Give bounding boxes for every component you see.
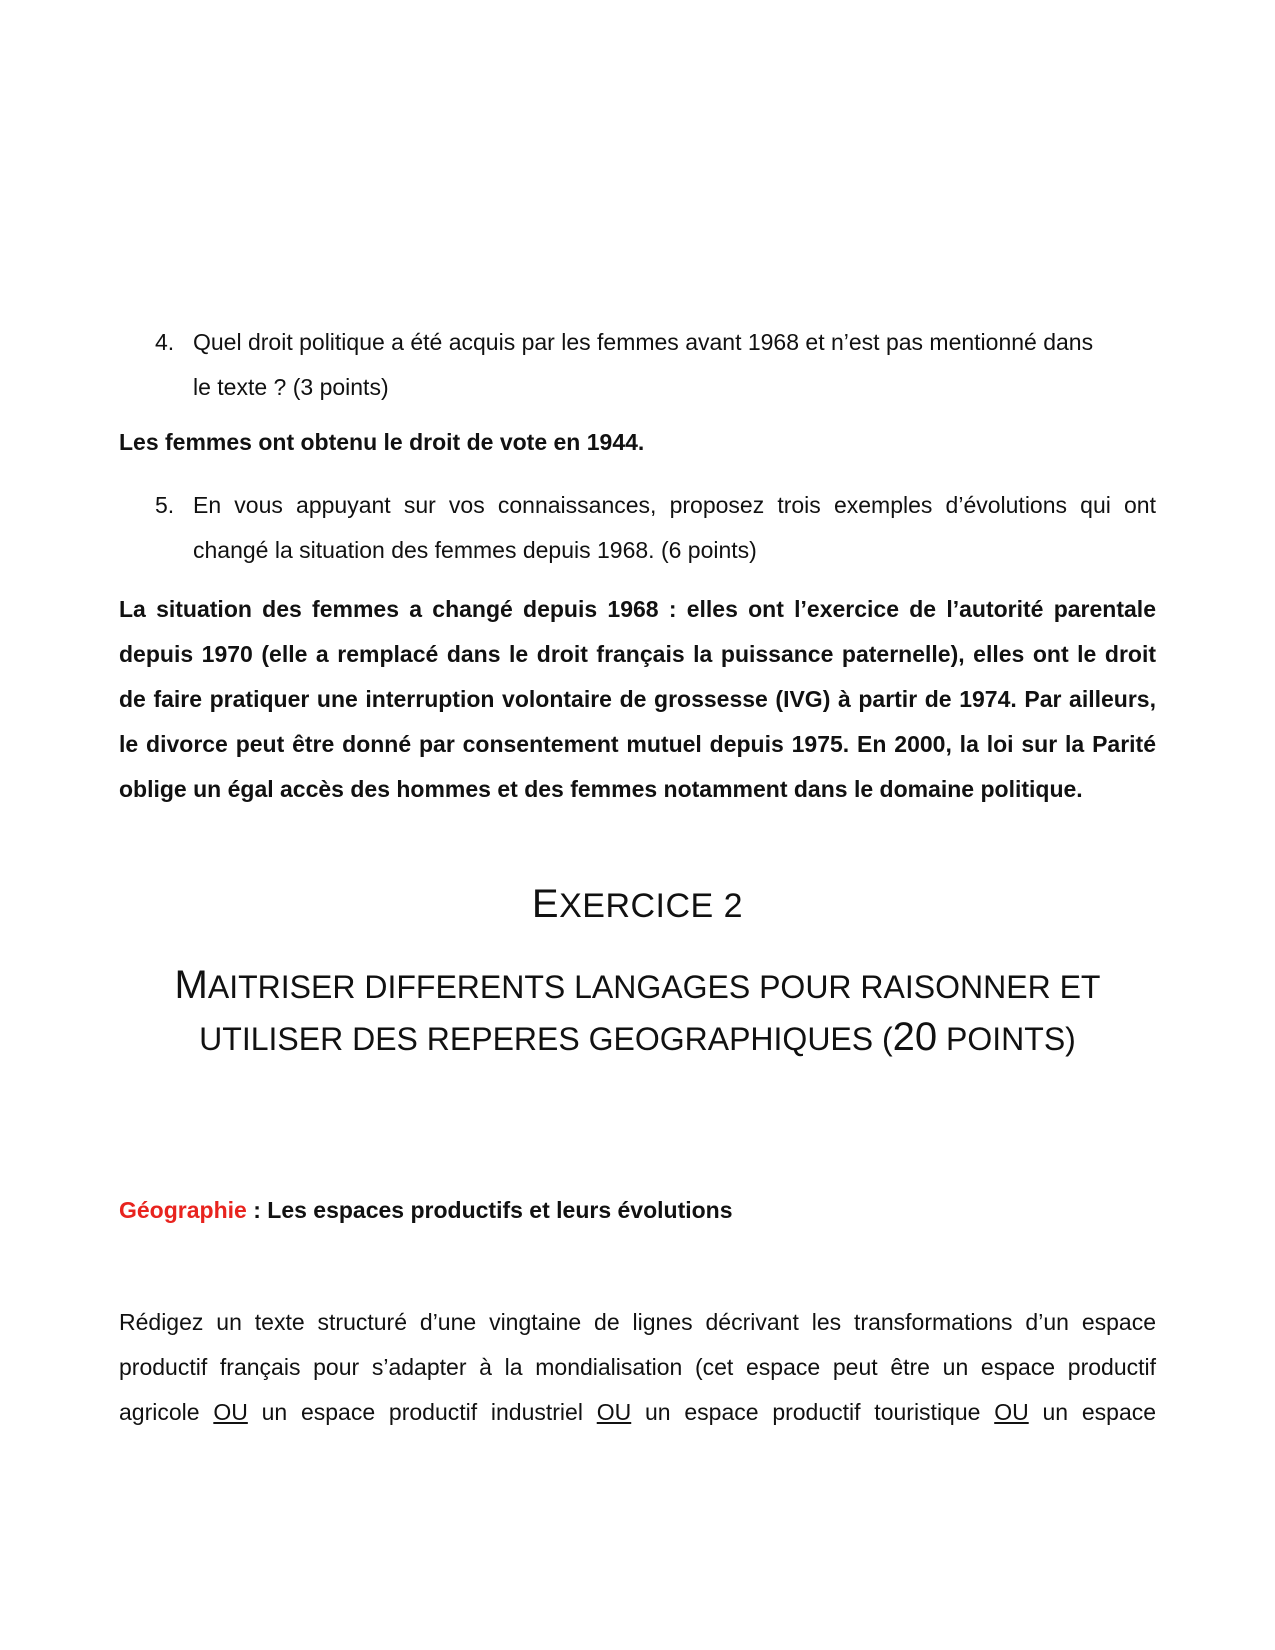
answer-line: depuis 1970 (elle a remplacé dans le droit français la puissance paternelle), elles ont le droit <box>119 641 1156 667</box>
exercise-title: EXERCICE 2 <box>531 882 744 926</box>
ou-underlined: OU <box>596 1399 632 1425</box>
answer-5 <box>119 587 1156 812</box>
geography-separator: : <box>246 1197 268 1223</box>
instruction-line: agricole OU un espace productif industriel OU un espace productif touristique OU un espace <box>119 1399 1157 1425</box>
geography-topic <box>119 1195 733 1225</box>
question-text-line1: En vous appuyant sur vos connaissances, proposez trois exemples d’évolutions qui ont <box>193 492 1156 518</box>
question-5 <box>155 483 1156 573</box>
question-number: 4. <box>155 329 175 355</box>
question-text-line1: Quel droit politique a été acquis par les femmes avant 1968 et n’est pas mentionné dans <box>193 329 1094 355</box>
question-text-line2: changé la situation des femmes depuis 1968. (6 points) <box>193 537 757 563</box>
question-4 <box>155 320 1156 410</box>
instruction-line: productif français pour s’adapter à la mondialisation (cet espace peut être un espace productif <box>119 1354 1156 1380</box>
subtitle-line1: MAITRISER DIFFERENTS LANGAGES POUR RAISONNER ET <box>174 963 1101 1007</box>
geography-label: Géographie <box>119 1197 247 1223</box>
ou-underlined: OU <box>994 1399 1029 1425</box>
instruction-line: Rédigez un texte structuré d’une vingtaine de lignes décrivant les transformations d’un espace <box>119 1309 1156 1335</box>
answer-line: La situation des femmes a changé depuis 1968 : elles ont l’exercice de l’autorité parentale <box>119 596 1156 622</box>
ou-underlined: OU <box>213 1399 248 1425</box>
exercise-subtitle <box>0 960 1275 1064</box>
geography-topic-text: Les espaces productifs et leurs évolutions <box>267 1197 733 1223</box>
answer-line: le divorce peut être donné par consentement mutuel depuis 1975. En 2000, la loi sur la Parité <box>119 731 1156 757</box>
instruction-paragraph <box>119 1300 1156 1435</box>
answer-4: Les femmes ont obtenu le droit de vote en 1944. <box>119 429 645 455</box>
subtitle-line2: UTILISER DES REPERES GEOGRAPHIQUES (20 POINTS) <box>199 1015 1076 1059</box>
answer-line: de faire pratiquer une interruption volontaire de grossesse (IVG) à partir de 1974. Par ailleurs, <box>119 686 1156 712</box>
question-text-line2: le texte ? (3 points) <box>193 374 389 400</box>
question-number: 5. <box>155 492 175 518</box>
answer-line: oblige un égal accès des hommes et des femmes notamment dans le domaine politique. <box>119 776 1083 802</box>
